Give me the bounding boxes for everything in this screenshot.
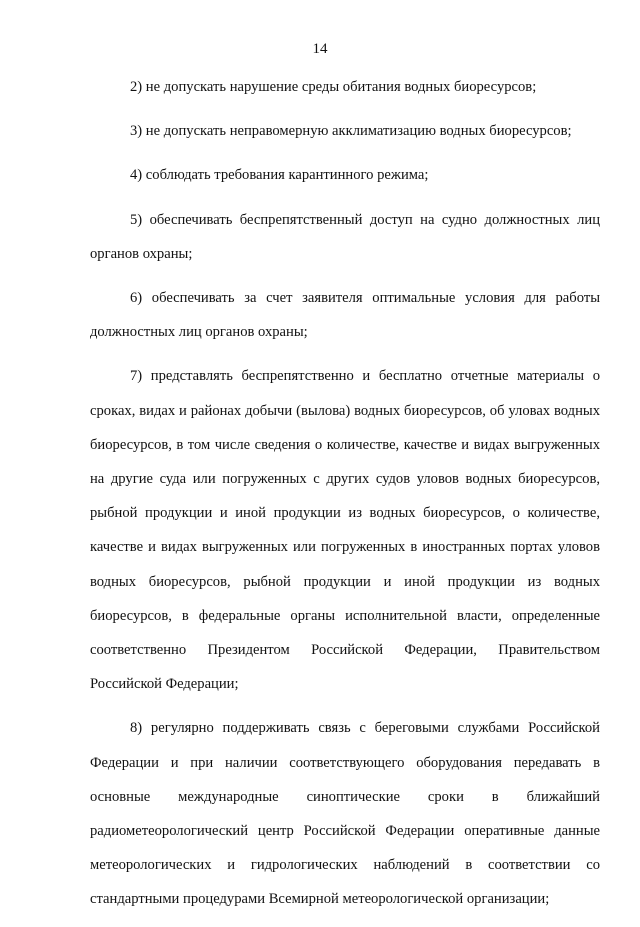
paragraph-item-5: 5) обеспечивать беспрепятственный доступ на судно должностных лиц органов охраны;	[90, 211, 600, 262]
paragraph-item-8: 8) регулярно поддерживать связь с береговыми службами Российской Федерации и при наличии соответствующего оборудования передавать в основные международные синоптические сроки в ближайший радиометеорологический центр Российской Федерации оперативные данные метеорологических и гидрологических наблюдений в соответствии со стандартными процедурами Всемирной метеорологической организации;	[90, 720, 600, 908]
document-body	[90, 70, 600, 927]
page-number: 14	[312, 41, 328, 57]
paragraph-item-6: 6) обеспечивать за счет заявителя оптимальные условия для работы должностных лиц органов охраны;	[90, 290, 600, 341]
paragraph-item-4: 4) соблюдать требования карантинного режима;	[130, 167, 429, 184]
paragraph-item-7: 7) представлять беспрепятственно и бесплатно отчетные материалы о сроках, видах и районах добычи (вылова) водных биоресурсов, об уловах водных биоресурсов, в том числе сведения о количестве, качестве и видах выгруженных на другие суда или погруженных с других судов уловов водных биоресурсов, рыбной продукции и иной продукции из водных биоресурсов, о количестве, качестве и видах выгруженных или погруженных в иностранных портах уловов водных биоресурсов, рыбной продукции и иной продукции из водных биоресурсов, в федеральные органы исполнительной власти, определенные соответственно Президентом Российской Федерации, Правительством Российской Федерации;	[90, 368, 600, 693]
paragraph-item-2: 2) не допускать нарушение среды обитания водных биоресурсов;	[130, 79, 537, 95]
paragraph-item-3: 3) не допускать неправомерную акклиматизацию водных биоресурсов;	[130, 123, 572, 140]
